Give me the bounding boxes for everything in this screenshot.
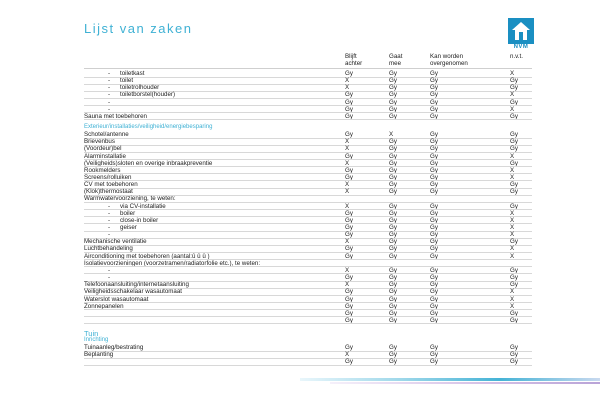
row-value-col2[interactable]: Gy bbox=[389, 145, 397, 153]
row-value-col3[interactable]: Gy bbox=[430, 202, 438, 210]
nvm-house-logo-icon bbox=[508, 18, 534, 44]
row-value-col1[interactable]: Gy bbox=[345, 344, 353, 352]
table-row bbox=[0, 253, 600, 260]
row-value-col4[interactable]: X bbox=[510, 105, 515, 113]
row-value-col4[interactable]: Gy bbox=[510, 181, 518, 189]
row-value-col4[interactable]: X bbox=[510, 224, 515, 231]
row-value-col1[interactable]: Gy bbox=[345, 91, 353, 99]
footer-decoration bbox=[300, 378, 600, 381]
row-value-col4[interactable]: Gy bbox=[510, 309, 518, 317]
table-row bbox=[0, 260, 600, 267]
row-label: (Voordeur)bel bbox=[84, 145, 122, 153]
row-value-col2[interactable]: Gy bbox=[389, 202, 397, 210]
row-value-col2[interactable]: Gy bbox=[389, 91, 397, 99]
row-rule bbox=[84, 119, 532, 120]
row-value-col2[interactable]: Gy bbox=[389, 231, 397, 239]
row-value-col2[interactable]: Gy bbox=[389, 295, 397, 303]
row-value-col3[interactable]: Gy bbox=[430, 159, 438, 167]
row-rule bbox=[84, 365, 532, 366]
row-value-col1[interactable]: X bbox=[345, 84, 350, 92]
section-subheading-inrichting: Inrichting bbox=[84, 337, 109, 344]
row-value-col2[interactable]: X bbox=[389, 131, 394, 139]
row-dash: - bbox=[108, 105, 111, 113]
row-value-col3[interactable]: Gy bbox=[430, 152, 438, 160]
table-row bbox=[0, 70, 600, 77]
section-heading-tuin: Tuin bbox=[84, 329, 99, 339]
col-header-gaat-text: Gaat mee bbox=[389, 53, 403, 67]
row-value-col1[interactable]: Gy bbox=[345, 166, 353, 174]
row-value-col1[interactable]: X bbox=[345, 77, 350, 85]
row-value-col1[interactable]: Gy bbox=[345, 209, 353, 217]
row-value-col2[interactable]: Gy bbox=[389, 159, 397, 167]
row-value-col2[interactable]: Gy bbox=[389, 309, 397, 317]
row-dash: - bbox=[108, 98, 111, 106]
row-value-col2[interactable]: Gy bbox=[389, 105, 397, 113]
row-rule bbox=[84, 323, 532, 324]
row-value-col4[interactable]: X bbox=[510, 302, 515, 310]
header-rule bbox=[84, 68, 532, 69]
row-value-col3[interactable]: Gy bbox=[430, 358, 438, 366]
row-value-col4[interactable]: Gy bbox=[510, 351, 518, 359]
row-value-col2[interactable]: Gy bbox=[389, 358, 397, 366]
row-label: Airconditioning met toebehoren (aantal:û û û ) bbox=[84, 252, 210, 260]
row-value-col1[interactable]: X bbox=[345, 266, 350, 274]
table-row bbox=[0, 303, 600, 310]
table-row bbox=[0, 160, 600, 167]
row-value-col2[interactable]: Gy bbox=[389, 166, 397, 174]
row-value-col3[interactable]: Gy bbox=[430, 351, 438, 359]
row-label: Brievenbus bbox=[84, 138, 115, 146]
row-value-col2[interactable]: Gy bbox=[389, 181, 397, 189]
row-label: boiler bbox=[120, 209, 136, 217]
row-value-col2[interactable]: Gy bbox=[389, 98, 397, 106]
row-value-col1[interactable]: Gy bbox=[345, 98, 353, 106]
row-value-col1[interactable]: Gy bbox=[345, 173, 353, 181]
row-value-col2[interactable]: Gy bbox=[389, 351, 397, 359]
row-value-col1[interactable]: X bbox=[345, 238, 350, 246]
row-value-col3[interactable]: Gy bbox=[430, 344, 438, 352]
row-label: Warmwatervoorziening, te weten: bbox=[84, 195, 176, 203]
row-value-col1[interactable]: X bbox=[345, 181, 350, 189]
table-row bbox=[0, 91, 600, 98]
table-row bbox=[0, 84, 600, 91]
row-value-col1[interactable]: Gy bbox=[345, 245, 353, 253]
page-title: Lijst van zaken bbox=[84, 21, 193, 36]
logo-text: NVM bbox=[513, 44, 529, 50]
row-value-col2[interactable]: Gy bbox=[389, 188, 397, 196]
row-label: Veiligheidsschakelaar wasautomaat bbox=[84, 288, 183, 296]
row-label: (Veiligheids)sloten en overige inbraakpreventie bbox=[84, 159, 213, 167]
table-row bbox=[0, 344, 600, 351]
row-value-col3[interactable]: Gy bbox=[430, 288, 438, 296]
table-row bbox=[0, 131, 600, 138]
row-value-col4[interactable]: X bbox=[510, 152, 515, 160]
table-row bbox=[0, 310, 600, 317]
row-value-col2[interactable]: Gy bbox=[389, 344, 397, 352]
row-value-col4[interactable]: Gy bbox=[510, 98, 518, 106]
table-row bbox=[0, 99, 600, 106]
row-value-col4[interactable]: Gy bbox=[510, 202, 518, 210]
row-value-col4[interactable]: X bbox=[510, 295, 515, 303]
row-value-col3[interactable]: Gy bbox=[430, 188, 438, 196]
table-row bbox=[0, 245, 600, 252]
row-value-col4[interactable]: Gy bbox=[510, 159, 518, 167]
row-label: Alarminstallatie bbox=[84, 152, 126, 160]
table-row bbox=[0, 174, 600, 181]
row-value-col3[interactable]: Gy bbox=[430, 295, 438, 303]
row-value-col4[interactable]: Gy bbox=[510, 238, 518, 246]
row-value-col2[interactable]: Gy bbox=[389, 245, 397, 253]
row-value-col3[interactable]: Gy bbox=[430, 309, 438, 317]
row-value-col2[interactable]: Gy bbox=[389, 238, 397, 246]
table-row bbox=[0, 358, 600, 365]
row-value-col3[interactable]: Gy bbox=[430, 173, 438, 181]
table-row bbox=[0, 195, 600, 202]
row-label: toiletborstel(houder) bbox=[120, 91, 176, 99]
row-value-col3[interactable]: Gy bbox=[430, 252, 438, 260]
row-value-col3[interactable]: Gy bbox=[430, 77, 438, 85]
table-row bbox=[0, 281, 600, 288]
row-value-col3[interactable]: Gy bbox=[430, 274, 438, 282]
row-value-col1[interactable]: Gy bbox=[345, 70, 353, 77]
col-header-blijft-text: Blijft achter bbox=[345, 53, 363, 67]
row-dash: - bbox=[108, 202, 111, 210]
row-label: Telefoonaansluiting/internetaansluiting bbox=[84, 281, 189, 289]
row-value-col3[interactable]: Gy bbox=[430, 216, 438, 224]
row-dash: - bbox=[108, 266, 111, 274]
col-header-blijft bbox=[345, 53, 362, 67]
row-value-col3[interactable]: Gy bbox=[430, 266, 438, 274]
row-dash: - bbox=[108, 91, 111, 99]
row-value-col2[interactable]: Gy bbox=[389, 302, 397, 310]
table-row bbox=[0, 274, 600, 281]
row-label: Sauna met toebehoren bbox=[84, 112, 147, 120]
row-value-col4[interactable]: Gy bbox=[510, 138, 518, 146]
table-row bbox=[0, 231, 600, 238]
col-header-gaat bbox=[389, 53, 402, 67]
row-value-col3[interactable]: Gy bbox=[430, 238, 438, 246]
section-heading-exterieur: Exterieur/installaties/veiligheid/energiebesparing bbox=[84, 124, 213, 131]
row-value-col2[interactable]: Gy bbox=[389, 209, 397, 217]
table-row bbox=[0, 145, 600, 152]
table-row bbox=[0, 296, 600, 303]
row-value-col3[interactable]: Gy bbox=[430, 131, 438, 139]
row-value-col2[interactable]: Gy bbox=[389, 112, 397, 120]
table-row bbox=[0, 267, 600, 274]
row-value-col4[interactable]: Gy bbox=[510, 112, 518, 120]
row-value-col1[interactable]: X bbox=[345, 202, 350, 210]
table-row bbox=[0, 210, 600, 217]
row-value-col3[interactable]: Gy bbox=[430, 224, 438, 231]
row-value-col1[interactable]: Gy bbox=[345, 295, 353, 303]
row-value-col4[interactable]: Gy bbox=[510, 145, 518, 153]
row-label: (Klok)thermostaat bbox=[84, 188, 133, 196]
row-dash: - bbox=[108, 224, 111, 231]
footer-decoration-secondary bbox=[330, 382, 600, 384]
row-label: toilet bbox=[120, 77, 134, 85]
row-value-col4[interactable]: Gy bbox=[510, 266, 518, 274]
table-row bbox=[0, 203, 600, 210]
row-value-col3[interactable]: Gy bbox=[430, 209, 438, 217]
row-value-col3[interactable]: Gy bbox=[430, 145, 438, 153]
row-value-col4[interactable]: X bbox=[510, 231, 515, 239]
table-row bbox=[0, 351, 600, 358]
row-value-col3[interactable]: Gy bbox=[430, 231, 438, 239]
row-value-col1[interactable]: Gy bbox=[345, 252, 353, 260]
row-value-col1[interactable]: X bbox=[345, 281, 350, 289]
row-value-col4[interactable]: X bbox=[510, 91, 515, 99]
row-value-col4[interactable]: X bbox=[510, 288, 515, 296]
row-value-col3[interactable]: Gy bbox=[430, 316, 438, 324]
row-value-col2[interactable]: Gy bbox=[389, 173, 397, 181]
row-label: Screens/rolluiken bbox=[84, 173, 132, 181]
row-value-col2[interactable]: Gy bbox=[389, 138, 397, 146]
row-label: via CV-installatie bbox=[120, 202, 166, 210]
row-value-col4[interactable]: Gy bbox=[510, 316, 518, 324]
row-value-col3[interactable]: Gy bbox=[430, 302, 438, 310]
row-value-col1[interactable]: X bbox=[345, 351, 350, 359]
row-value-col2[interactable]: Gy bbox=[389, 70, 397, 77]
row-value-col1[interactable]: Gy bbox=[345, 302, 353, 310]
row-value-col2[interactable]: Gy bbox=[389, 281, 397, 289]
row-value-col4[interactable]: X bbox=[510, 252, 515, 260]
row-label: Luchtbehandeling bbox=[84, 245, 133, 253]
table-row bbox=[0, 167, 600, 174]
row-value-col3[interactable]: Gy bbox=[430, 112, 438, 120]
row-value-col1[interactable]: Gy bbox=[345, 105, 353, 113]
row-value-col3[interactable]: Gy bbox=[430, 70, 438, 77]
table-row bbox=[0, 138, 600, 145]
row-value-col3[interactable]: Gy bbox=[430, 84, 438, 92]
row-value-col3[interactable]: Gy bbox=[430, 105, 438, 113]
row-value-col3[interactable]: Gy bbox=[430, 166, 438, 174]
row-value-col3[interactable]: Gy bbox=[430, 245, 438, 253]
row-value-col2[interactable]: Gy bbox=[389, 274, 397, 282]
row-label: Schotel/antenne bbox=[84, 131, 129, 139]
row-value-col3[interactable]: Gy bbox=[430, 138, 438, 146]
row-value-col1[interactable]: Gy bbox=[345, 316, 353, 324]
row-dash: - bbox=[108, 216, 111, 224]
row-dash: - bbox=[108, 231, 111, 239]
row-dash: - bbox=[108, 70, 111, 77]
row-value-col4[interactable]: X bbox=[510, 245, 515, 253]
row-label: toiletkast bbox=[120, 70, 145, 77]
row-value-col2[interactable]: Gy bbox=[389, 316, 397, 324]
row-dash: - bbox=[108, 77, 111, 85]
row-value-col1[interactable]: X bbox=[345, 188, 350, 196]
col-header-nvt-text: n.v.t. bbox=[510, 53, 523, 60]
col-header-kan-text: Kan worden overgenomen bbox=[430, 53, 468, 67]
row-value-col4[interactable]: Gy bbox=[510, 188, 518, 196]
row-value-col1[interactable]: Gy bbox=[345, 216, 353, 224]
row-value-col4[interactable]: X bbox=[510, 173, 515, 181]
row-value-col1[interactable]: Gy bbox=[345, 309, 353, 317]
row-value-col3[interactable]: Gy bbox=[430, 98, 438, 106]
row-dash: - bbox=[108, 274, 111, 282]
row-value-col1[interactable]: Gy bbox=[345, 231, 353, 239]
table-row bbox=[0, 106, 600, 113]
row-value-col2[interactable]: Gy bbox=[389, 266, 397, 274]
row-value-col2[interactable]: Gy bbox=[389, 288, 397, 296]
row-value-col1[interactable]: Gy bbox=[345, 274, 353, 282]
table-row bbox=[0, 77, 600, 84]
row-value-col1[interactable]: Gy bbox=[345, 358, 353, 366]
row-label: Mechanische ventilatie bbox=[84, 238, 147, 246]
row-value-col4[interactable]: Gy bbox=[510, 274, 518, 282]
row-value-col1[interactable]: Gy bbox=[345, 152, 353, 160]
row-label: Isolatievoorzieningen (voorzetramen/radiatorfolie etc.), te weten: bbox=[84, 259, 261, 267]
table-row bbox=[0, 181, 600, 188]
table-row bbox=[0, 238, 600, 245]
row-value-col4[interactable]: Gy bbox=[510, 84, 518, 92]
row-value-col1[interactable]: X bbox=[345, 159, 350, 167]
row-label: geiser bbox=[120, 224, 137, 231]
row-value-col1[interactable]: Gy bbox=[345, 131, 353, 139]
row-dash: - bbox=[108, 84, 111, 92]
row-value-col1[interactable]: Gy bbox=[345, 224, 353, 231]
col-header-nvt bbox=[510, 53, 523, 60]
col-header-kan bbox=[430, 53, 468, 67]
row-value-col4[interactable]: Gy bbox=[510, 131, 518, 139]
row-value-col4[interactable]: Gy bbox=[510, 344, 518, 352]
row-label: close-in boiler bbox=[120, 216, 159, 224]
table-row bbox=[0, 113, 600, 120]
row-dash: - bbox=[108, 209, 111, 217]
row-label: Tuinaanleg/bestrating bbox=[84, 344, 144, 352]
row-value-col2[interactable]: Gy bbox=[389, 252, 397, 260]
row-value-col3[interactable]: Gy bbox=[430, 91, 438, 99]
row-value-col4[interactable]: Gy bbox=[510, 77, 518, 85]
table-row bbox=[0, 288, 600, 295]
row-value-col4[interactable]: X bbox=[510, 166, 515, 174]
row-value-col1[interactable]: Gy bbox=[345, 112, 353, 120]
row-label: CV met toebehoren bbox=[84, 181, 138, 189]
row-label: toiletrolhouder bbox=[120, 84, 160, 92]
table-row bbox=[0, 153, 600, 160]
table-row bbox=[0, 317, 600, 324]
row-value-col2[interactable]: Gy bbox=[389, 216, 397, 224]
row-value-col4[interactable]: X bbox=[510, 216, 515, 224]
row-value-col4[interactable]: Gy bbox=[510, 358, 518, 366]
row-value-col1[interactable]: X bbox=[345, 145, 350, 153]
table-row bbox=[0, 188, 600, 195]
row-value-col1[interactable]: Gy bbox=[345, 288, 353, 296]
row-label: Beplanting bbox=[84, 351, 114, 359]
row-label: Zonnepanelen bbox=[84, 302, 124, 310]
row-value-col4[interactable]: X bbox=[510, 209, 515, 217]
table-row bbox=[0, 217, 600, 224]
row-value-col3[interactable]: Gy bbox=[430, 181, 438, 189]
row-value-col2[interactable]: Gy bbox=[389, 84, 397, 92]
row-value-col2[interactable]: Gy bbox=[389, 224, 397, 231]
row-value-col2[interactable]: Gy bbox=[389, 77, 397, 85]
row-value-col2[interactable]: Gy bbox=[389, 152, 397, 160]
row-label: Waterslot wasautomaat bbox=[84, 295, 149, 303]
table-row bbox=[0, 224, 600, 231]
row-value-col1[interactable]: X bbox=[345, 138, 350, 146]
row-value-col4[interactable]: X bbox=[510, 70, 515, 77]
row-value-col3[interactable]: Gy bbox=[430, 281, 438, 289]
row-value-col4[interactable]: Gy bbox=[510, 281, 518, 289]
row-label: Rookmelders bbox=[84, 166, 121, 174]
